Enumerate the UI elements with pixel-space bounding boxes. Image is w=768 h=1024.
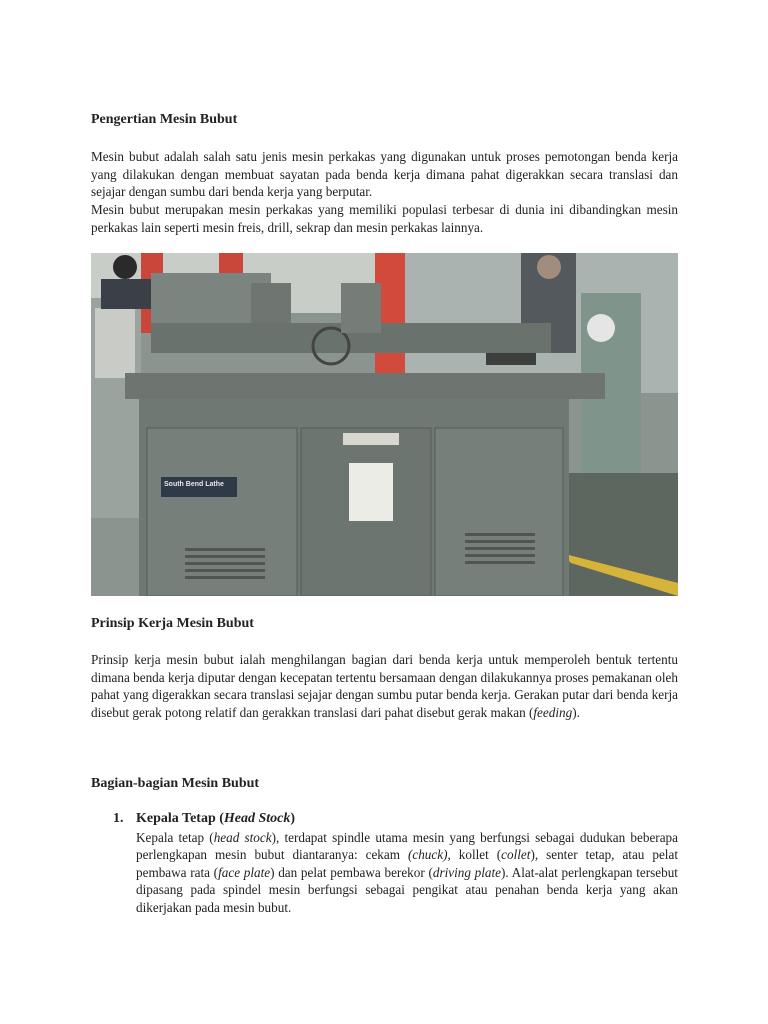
heading-prinsip-kerja: Prinsip Kerja Mesin Bubut [91, 616, 254, 631]
body-italic: collet [501, 847, 531, 863]
body-italic: face plate [218, 864, 271, 880]
lathe-machine-photo [91, 253, 678, 596]
body-text: Kepala tetap ( [136, 830, 214, 845]
title-close: ) [290, 811, 296, 826]
feeding-term: feeding [533, 704, 573, 720]
body-text: kollet ( [450, 847, 502, 863]
title-italic: Head Stock [223, 811, 291, 826]
principle-text-end: ). [572, 704, 580, 720]
body-italic: driving plate [432, 864, 502, 880]
body-text: ). Alat-alat perlengkapan tersebut dipasang pada spindel mesin berfungsi sebagai pengikat atau penahan benda kerja yang akan dikerjakan pada mesin bubut. [136, 864, 678, 915]
title-part: Kepala Tetap ( [136, 811, 224, 826]
body-text: ), terdapat spindle utama mesin yang berfungsi sebagai dudukan beberapa perlengkapan mesin bubut diantaranya: cekam [136, 830, 678, 863]
body-text: ), senter tetap, atau pelat pembawa rata ( [136, 847, 678, 880]
list-item-body [136, 829, 678, 916]
lathe-brand-label: South Bend Lathe [164, 481, 224, 488]
paragraph-definition-2: Mesin bubut merupakan mesin perkakas yang memiliki populasi terbesar di dunia ini dibandingkan mesin perkakas lain seperti mesin freis, drill, sekrap dan mesin perkakas lainnya. [91, 202, 678, 235]
body-italic: head stock [213, 830, 272, 845]
body-text: ) dan pelat pembawa berekor ( [270, 864, 433, 880]
heading-bagian-bagian: Bagian-bagian Mesin Bubut [91, 776, 260, 791]
principle-text: Prinsip kerja mesin bubut ialah menghilangan bagian dari benda kerja untuk memperoleh bentuk tertentu dimana benda kerja diputar dengan kecepatan tertentu bersamaan dengan dilakukannya proses pemakanan oleh pahat yang digerakkan secara translasi sejajar dengan sumbu putar benda kerja. Gerakan putar dari benda kerja disebut gerak potong relatif dan gerakkan translasi dari pahat disebut gerak makan ( [91, 652, 678, 720]
paragraph-working-principle [91, 651, 678, 721]
heading-pengertian: Pengertian Mesin Bubut [91, 112, 238, 127]
list-item-title [136, 811, 295, 827]
list-number: 1. [113, 811, 124, 826]
body-italic: (chuck), [407, 847, 451, 863]
lathe-illustration [91, 253, 678, 596]
paragraph-definition-1: Mesin bubut adalah salah satu jenis mesin perkakas yang digunakan untuk proses pemotongan benda kerja yang dilakukan dengan membuat sayatan pada benda kerja dimana pahat digerakkan secara translasi dan sejajar dengan sumbu dari benda kerja yang berputar. [91, 149, 678, 200]
